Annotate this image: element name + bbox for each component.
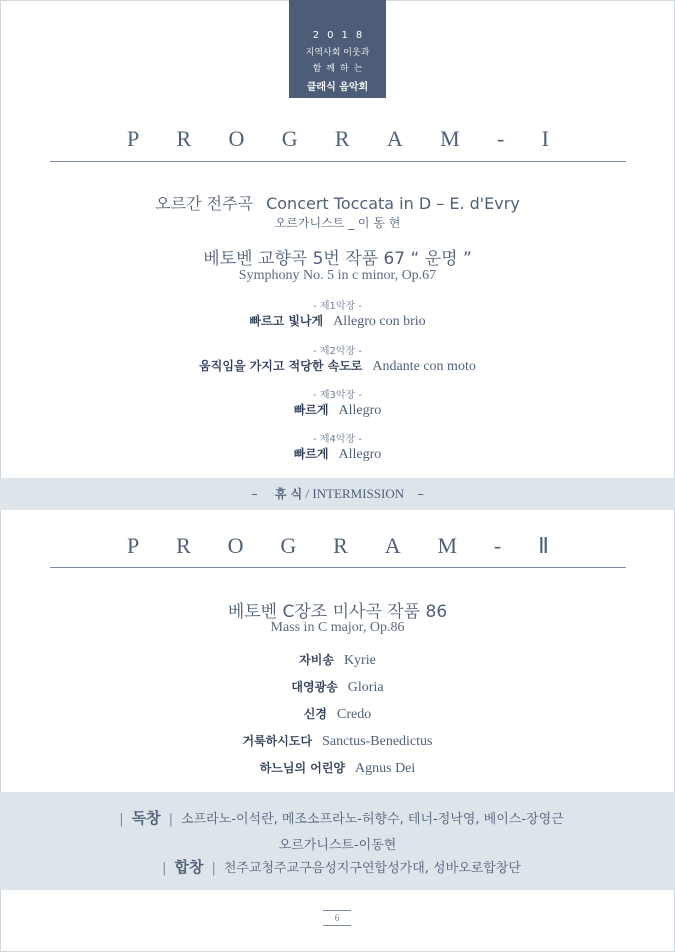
heading-letter: A <box>384 533 401 558</box>
piece-symphony-title: 베토벤 교향곡 5번 작품 67 “ 운명 ” <box>203 249 472 269</box>
heading-letter: P <box>127 533 140 558</box>
cast-band <box>0 792 675 890</box>
mass-part-korean: 대영광송 <box>291 680 338 694</box>
intermission-english: / INTERMISSION <box>305 486 405 501</box>
heading-letter: O <box>227 533 244 558</box>
heading-letter: R <box>176 533 191 558</box>
heading-letter: M <box>440 126 460 151</box>
movement-korean: 빠르고 빛나게 <box>249 314 324 328</box>
movement-2 <box>0 357 675 375</box>
cast-organist: 오르가니스트-이동현 <box>278 838 397 853</box>
badge-line-3: 함께하는 <box>312 64 368 74</box>
heading-letter: I <box>541 126 549 151</box>
badge-year: 2018 <box>312 30 371 41</box>
mass-part-korean: 거룩하시도다 <box>242 734 313 748</box>
heading-letter: G <box>280 533 297 558</box>
heading-letter: R <box>176 126 192 151</box>
badge-line-2: 지역사회 이웃과 <box>305 48 370 58</box>
event-badge <box>289 0 386 98</box>
mass-part-english: Gloria <box>347 680 384 695</box>
movement-4 <box>0 445 675 463</box>
mass-part-korean: 신경 <box>303 707 327 721</box>
program-1-heading <box>50 126 626 152</box>
program-1-rule <box>50 161 626 162</box>
heading-letter: - <box>496 126 505 151</box>
heading-letter: R <box>334 126 350 151</box>
program-2-rule <box>50 567 626 568</box>
badge-line-4: 클래식 음악회 <box>306 82 369 93</box>
heading-letter: Ⅱ <box>538 533 549 558</box>
movement-1 <box>0 312 675 330</box>
intermission-band <box>0 478 675 510</box>
cast-solo-names: 소프라노-이석란, 메조소프라노-허향수, 테너-정낙영, 베이스-장영근 <box>181 812 564 827</box>
mass-part-1 <box>0 651 675 669</box>
mass-part-korean: 하느님의 어린양 <box>259 761 346 775</box>
heading-letter: M <box>437 533 458 558</box>
movement-label: - 제1악장 - <box>313 301 362 312</box>
movement-label: - 제4악장 - <box>313 434 362 445</box>
mass-part-2 <box>0 678 675 696</box>
cast-role-solo: 독창 <box>131 809 161 827</box>
cast-choir-names: 천주교청주교구음성지구연합성가대, 성바오로합창단 <box>223 861 521 876</box>
cast-role-choir: 합창 <box>174 858 204 876</box>
heading-letter: G <box>281 126 298 151</box>
movement-korean: 움직임을 가지고 적당한 속도로 <box>199 359 363 373</box>
movement-english: Allegro <box>338 447 382 462</box>
intermission-dash: – <box>417 487 424 502</box>
page-number: 6 <box>323 910 351 926</box>
intermission-dash: – <box>251 487 258 502</box>
mass-part-english: Kyrie <box>343 653 376 668</box>
separator: | <box>211 861 216 876</box>
movement-korean: 빠르게 <box>293 447 329 461</box>
mass-part-4 <box>0 732 675 750</box>
mass-part-english: Credo <box>336 707 372 722</box>
movement-label: - 제3악장 - <box>313 390 362 401</box>
mass-part-english: Sanctus-Benedictus <box>322 734 433 749</box>
separator: | <box>119 812 124 827</box>
mass-title: 베토벤 C장조 미사곡 작품 86 <box>227 602 448 622</box>
piece-organ-title <box>0 191 675 214</box>
heading-letter: P <box>127 126 140 151</box>
heading-letter: A <box>386 126 403 151</box>
movement-english: Andante con moto <box>372 359 476 374</box>
mass-part-english: Agnus Dei <box>355 761 416 776</box>
piece-symphony-subtitle: Symphony No. 5 in c minor, Op.67 <box>238 268 437 283</box>
movement-english: Allegro <box>338 403 382 418</box>
cast-solo-row <box>0 807 675 828</box>
heading-letter: - <box>493 533 502 558</box>
piece-title-korean: 오르간 전주곡 <box>155 194 253 213</box>
movement-label: - 제2악장 - <box>313 346 362 357</box>
separator: | <box>168 812 174 827</box>
movement-korean: 빠르게 <box>293 403 329 417</box>
intermission-korean: 휴 식 <box>274 487 303 501</box>
heading-letter: R <box>333 533 348 558</box>
mass-part-5 <box>0 759 675 777</box>
heading-letter: O <box>228 126 245 151</box>
mass-part-korean: 자비송 <box>299 653 334 667</box>
movement-english: Allegro con brio <box>333 314 426 329</box>
piece-title-english: Concert Toccata in D – E. d'Evry <box>266 194 520 213</box>
piece-organ-performer: 오르가니스트 _ 이 동 현 <box>274 216 401 230</box>
movement-3 <box>0 401 675 419</box>
mass-subtitle: Mass in C major, Op.86 <box>270 620 405 635</box>
separator: | <box>162 861 167 876</box>
mass-part-3 <box>0 705 675 723</box>
cast-choir-row <box>0 856 675 877</box>
program-2-heading <box>50 533 626 559</box>
